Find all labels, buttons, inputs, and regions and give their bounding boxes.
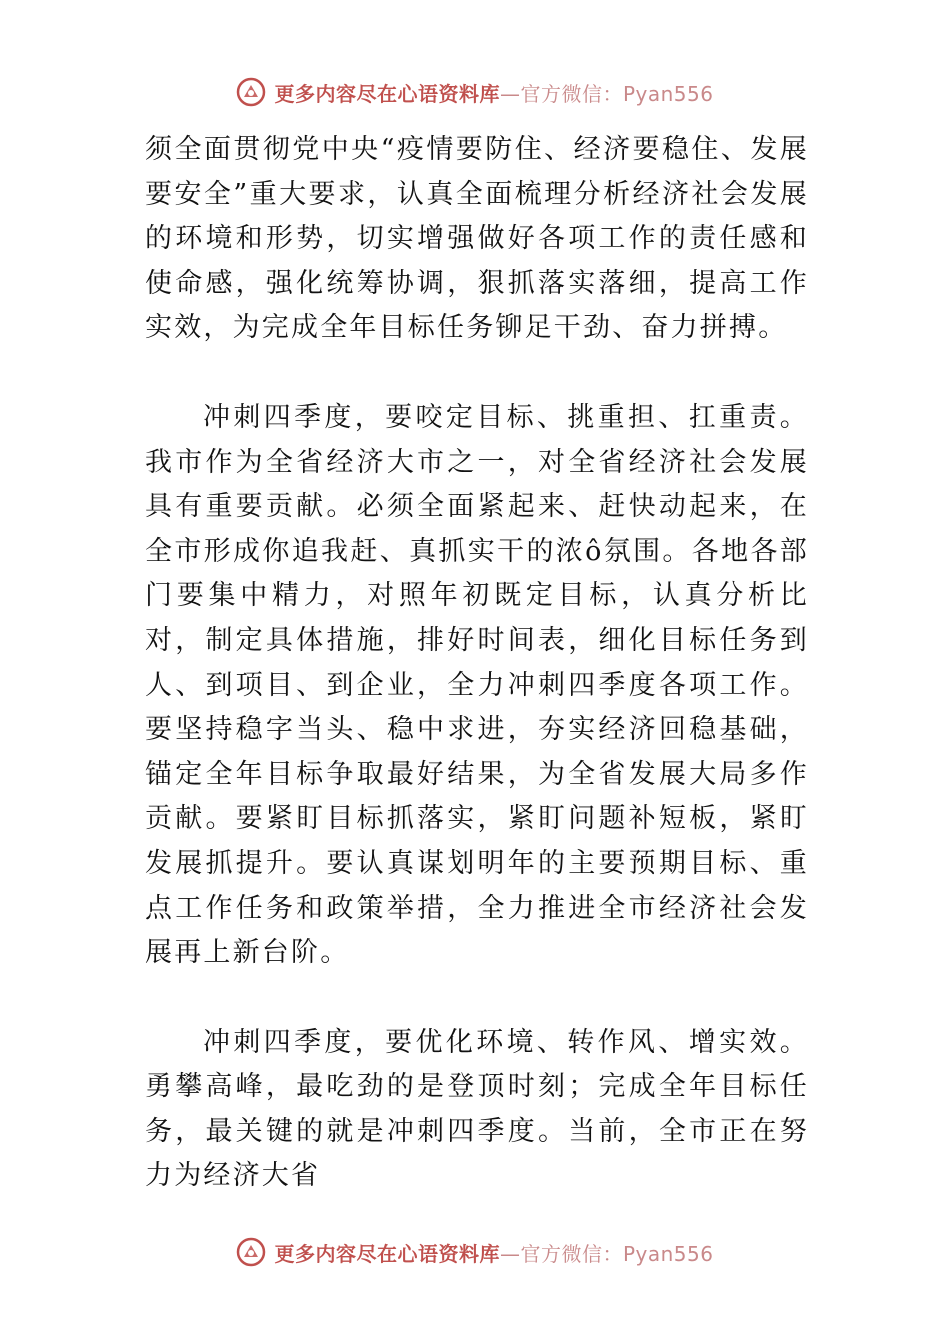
seal-logo-icon	[236, 77, 266, 107]
watermark-brand: 更多内容尽在心语资料库	[274, 81, 500, 106]
header-watermark	[0, 72, 950, 112]
paragraph-goals: 冲刺四季度，要咬定目标、挑重担、扛重责。我市作为全省经济大市之一，对全省经济社会发展具有重要贡献。必须全面紧起来、赶快动起来，在全市形成你追我赶、真抓实干的浓ô氛围。各地各部门要集中精力，对照年初既定目标，认真分析比对，制定具体措施，排好时间表，细化目标任务到人、到项目、到企业，全力冲刺四季度各项工作。要坚持稳字当头、稳中求进，夯实经济回稳基础，锚定全年目标争取最好结果，为全省发展大局多作贡献。要紧盯目标抓落实，紧盯问题补短板，紧盯发展抓提升。要认真谋划明年的主要预期目标、重点工作任务和政策举措，全力推进全市经济社会发展再上新台阶。	[145, 401, 809, 969]
paragraph-gap	[145, 351, 809, 396]
document-body	[145, 128, 809, 1199]
footer-watermark	[0, 1232, 950, 1272]
watermark-contact: 官方微信：Pyan556	[520, 1241, 714, 1266]
watermark-text	[274, 1238, 713, 1267]
paragraph-gap	[145, 976, 809, 1021]
watermark-separator: —	[499, 1241, 521, 1266]
watermark-brand: 更多内容尽在心语资料库	[274, 1241, 500, 1266]
watermark-separator: —	[499, 81, 521, 106]
paragraph-environment: 冲刺四季度，要优化环境、转作风、增实效。勇攀高峰，最吃劲的是登顶时刻；完成全年目标任务，最关键的就是冲刺四季度。当前，全市正在努力为经济大省	[145, 1026, 809, 1192]
watermark-contact: 官方微信：Pyan556	[520, 81, 714, 106]
watermark-text	[274, 78, 713, 107]
paragraph-continued: 须全面贯彻党中央“疫情要防住、经济要稳住、发展要安全”重大要求，认真全面梳理分析经济社会发展的环境和形势，切实增强做好各项工作的责任感和使命感，强化统筹协调，狠抓落实落细，提高工作实效，为完成全年目标任务铆足干劲、奋力拼搏。	[145, 134, 809, 344]
seal-logo-icon	[236, 1237, 266, 1267]
